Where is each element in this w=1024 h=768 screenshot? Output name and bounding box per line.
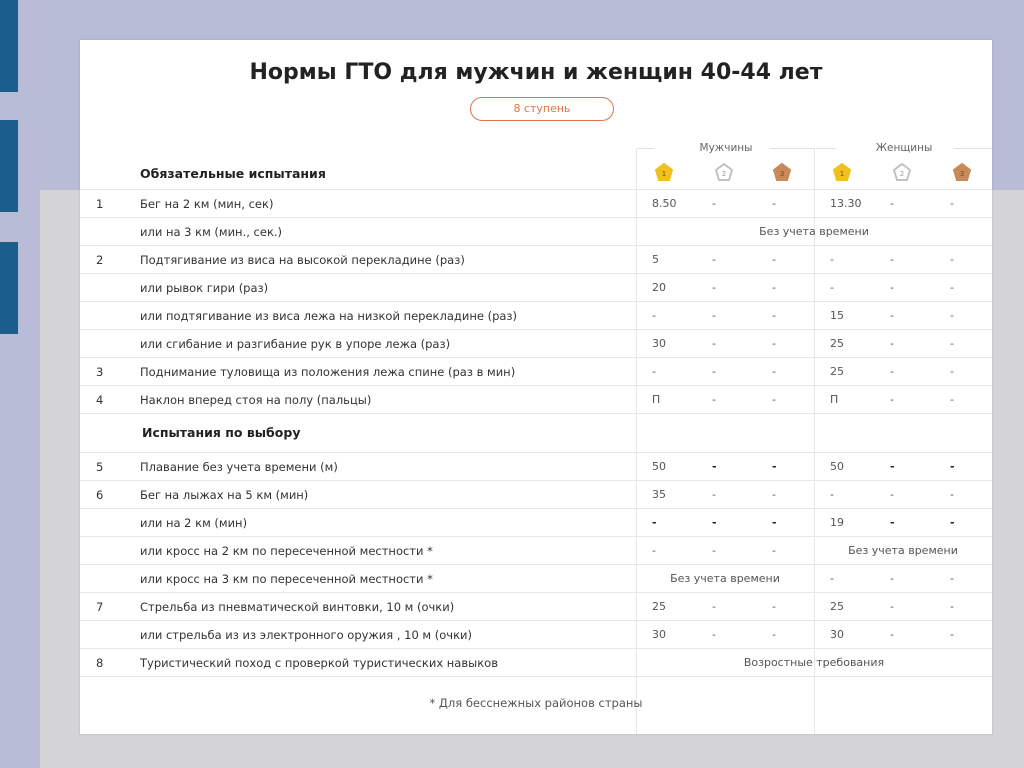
test-label: Бег на лыжах на 5 км (мин) [140, 488, 309, 502]
test-label: Туристический поход с проверкой туристических навыков [140, 656, 498, 670]
norm-value: - [890, 460, 895, 473]
medal-label: 3 [779, 170, 785, 178]
test-label: Поднимание туловища из положения лежа спине (раз в мин) [140, 365, 516, 379]
norm-value: - [890, 281, 894, 294]
norm-value: - [890, 365, 894, 378]
norm-value: - [890, 572, 894, 585]
norm-value: - [890, 197, 894, 210]
norm-value: 8.50 [652, 197, 677, 210]
test-label: Наклон вперед стоя на полу (пальцы) [140, 393, 372, 407]
test-label: или сгибание и разгибание рук в упоре лежа (раз) [140, 337, 451, 351]
norm-value: - [652, 309, 656, 322]
norm-value: 30 [830, 628, 844, 641]
row-number: 1 [96, 197, 104, 211]
norm-value: - [772, 253, 776, 266]
test-label: Подтягивание из виса на высокой перекладине (раз) [140, 253, 465, 267]
norm-value: - [950, 488, 954, 501]
table-row [80, 217, 992, 246]
norm-value: - [950, 516, 955, 529]
test-label: или рывок гири (раз) [140, 281, 269, 295]
table-rule [80, 413, 992, 414]
norm-value: - [712, 544, 716, 557]
norm-value: - [830, 253, 834, 266]
header-rule [954, 148, 992, 149]
norm-value: - [712, 516, 717, 529]
test-label: или подтягивание из виса лежа на низкой перекладине (раз) [140, 309, 518, 323]
norm-value: - [772, 516, 777, 529]
norm-value: - [712, 337, 716, 350]
table-row [80, 357, 992, 386]
table-row [80, 480, 992, 509]
norm-value: 13.30 [830, 197, 862, 210]
merged-norm-value: Без учета времени [670, 572, 780, 585]
norm-value: 25 [830, 365, 844, 378]
norm-value: 30 [652, 337, 666, 350]
norm-value: - [712, 365, 716, 378]
medal-label: 2 [899, 170, 905, 178]
men-group-header: Мужчины [699, 142, 753, 154]
medal-icon [892, 162, 912, 182]
table-row [80, 536, 992, 565]
medal-icon [952, 162, 972, 182]
optional-tests-heading: Испытания по выбору [142, 425, 301, 440]
norm-value: - [712, 488, 716, 501]
norm-value: - [772, 309, 776, 322]
merged-norm-value: Без учета времени [848, 544, 958, 557]
norm-value: - [950, 393, 954, 406]
table-row [80, 273, 992, 302]
norm-value: - [950, 572, 954, 585]
norm-value: - [950, 628, 954, 641]
norm-value: - [712, 197, 716, 210]
norm-value: - [712, 460, 717, 473]
norm-value: - [772, 337, 776, 350]
norm-value: 25 [830, 600, 844, 613]
medal-label: 3 [959, 170, 965, 178]
footnote: * Для бесснежных районов страны [429, 696, 643, 710]
norm-value: 30 [652, 628, 666, 641]
row-number: 4 [96, 393, 104, 407]
norm-value: - [830, 572, 834, 585]
side-accent-bar [0, 0, 18, 92]
norm-value: - [712, 628, 716, 641]
norm-value: - [772, 600, 776, 613]
norms-card [80, 40, 992, 734]
table-row [80, 508, 992, 537]
norm-value: П [652, 393, 661, 406]
norm-value: - [712, 393, 716, 406]
norm-value: П [830, 393, 839, 406]
norm-value: 19 [830, 516, 844, 529]
norm-value: - [890, 628, 894, 641]
women-group-header: Женщины [875, 142, 933, 154]
table-row [80, 301, 992, 330]
norm-value: - [890, 516, 895, 529]
norm-value: - [890, 488, 894, 501]
norm-value: - [950, 600, 954, 613]
norm-value: - [652, 544, 656, 557]
row-number: 5 [96, 460, 104, 474]
medal-label: 1 [661, 170, 667, 178]
table-row [80, 648, 992, 677]
table-row [80, 189, 992, 218]
test-label: Плавание без учета времени (м) [140, 460, 338, 474]
table-row [80, 452, 992, 481]
norm-value: - [772, 281, 776, 294]
merged-norm-value: Возростные требования [743, 656, 885, 669]
norm-value: - [890, 337, 894, 350]
norm-value: 50 [830, 460, 844, 473]
row-number: 6 [96, 488, 104, 502]
norm-value: - [772, 365, 776, 378]
header-rule [816, 148, 836, 149]
norm-value: - [950, 337, 954, 350]
page-title: Нормы ГТО для мужчин и женщин 40-44 лет [249, 60, 823, 85]
test-label: или на 3 км (мин., сек.) [140, 225, 283, 239]
norm-value: - [712, 281, 716, 294]
test-label: Бег на 2 км (мин, сек) [140, 197, 274, 211]
test-label: Стрельба из пневматической винтовки, 10 м (очки) [140, 600, 455, 614]
norm-value: 5 [652, 253, 659, 266]
table-row [80, 329, 992, 358]
norm-value: - [830, 488, 834, 501]
norm-value: - [950, 460, 955, 473]
norm-value: - [890, 600, 894, 613]
norm-value: - [712, 309, 716, 322]
test-label: или на 2 км (мин) [140, 516, 248, 530]
norm-value: - [950, 309, 954, 322]
norm-value: 50 [652, 460, 666, 473]
medal-icon [832, 162, 852, 182]
stage-badge: 8 ступень [470, 97, 614, 121]
norm-value: - [772, 197, 776, 210]
row-number: 3 [96, 365, 104, 379]
header-rule [770, 148, 814, 149]
norm-value: - [712, 253, 716, 266]
norm-value: 15 [830, 309, 844, 322]
header-rule [638, 148, 654, 149]
norm-value: - [772, 488, 776, 501]
norm-value: 20 [652, 281, 666, 294]
medal-label: 1 [839, 170, 845, 178]
table-row [80, 385, 992, 414]
medal-icon [772, 162, 792, 182]
norm-value: - [772, 460, 777, 473]
norm-value: - [950, 197, 954, 210]
norm-value: 25 [830, 337, 844, 350]
table-rule [80, 676, 992, 677]
norm-value: - [712, 600, 716, 613]
row-number: 2 [96, 253, 104, 267]
norm-value: - [890, 253, 894, 266]
norm-value: - [772, 393, 776, 406]
norm-value: - [652, 365, 656, 378]
row-number: 8 [96, 656, 104, 670]
table-row [80, 245, 992, 274]
norm-value: - [830, 281, 834, 294]
test-label: или кросс на 2 км по пересеченной местности * [140, 544, 433, 558]
medal-icon [654, 162, 674, 182]
required-tests-heading: Обязательные испытания [140, 166, 326, 181]
norm-value: - [950, 253, 954, 266]
merged-norm-value: Без учета времени [759, 225, 869, 238]
norm-value: - [772, 628, 776, 641]
norm-value: 25 [652, 600, 666, 613]
row-number: 7 [96, 600, 104, 614]
side-accent-bar [0, 120, 18, 212]
norm-value: - [652, 516, 657, 529]
table-row [80, 564, 992, 593]
test-label: или кросс на 3 км по пересеченной местности * [140, 572, 433, 586]
table-row [80, 620, 992, 649]
norm-value: - [950, 281, 954, 294]
side-accent-bar [0, 242, 18, 334]
norm-value: 35 [652, 488, 666, 501]
norm-value: - [890, 393, 894, 406]
test-label: или стрельба из из электронного оружия , 10 м (очки) [140, 628, 472, 642]
norm-value: - [950, 365, 954, 378]
norm-value: - [772, 544, 776, 557]
table-row [80, 592, 992, 621]
medal-label: 2 [721, 170, 727, 178]
norm-value: - [890, 309, 894, 322]
medal-icon [714, 162, 734, 182]
